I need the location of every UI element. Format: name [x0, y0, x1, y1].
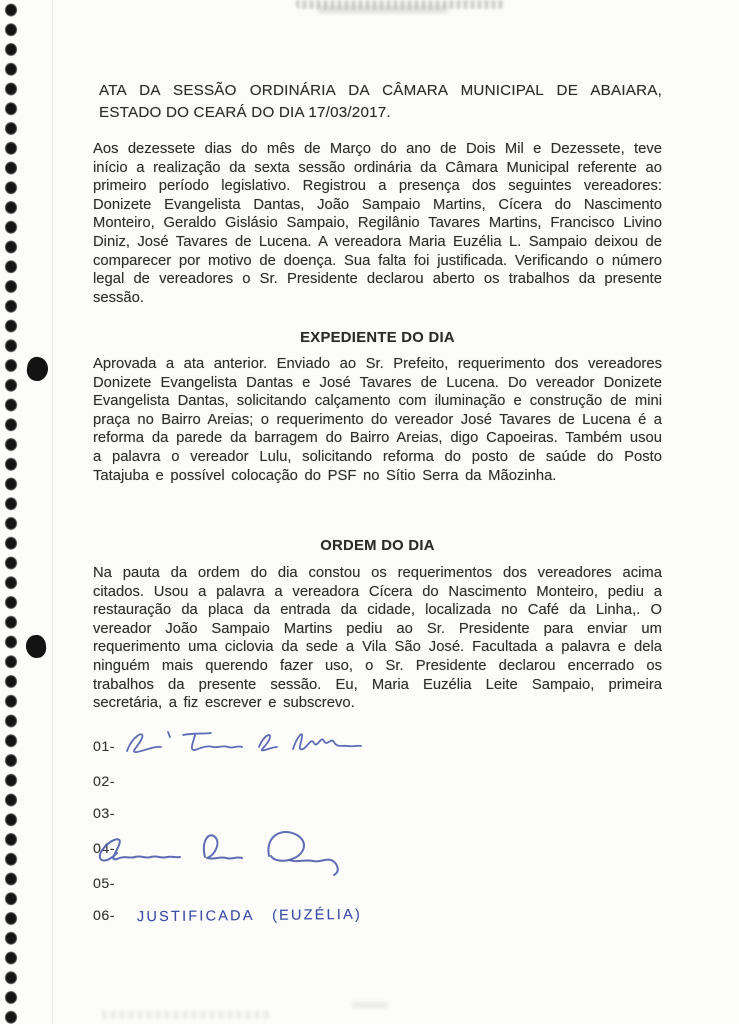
- signature-line-number: 06-: [93, 908, 116, 924]
- section-heading-expediente: EXPEDIENTE DO DIA: [300, 330, 455, 346]
- ink-blot-icon: [25, 356, 49, 383]
- ordem-paragraph: Na pauta da ordem do dia constou os requerimentos dos vereadores acima citados. Usou a palavra a vereadora Cícera do Nascimento Monteiro, pediu a restauração da placa da entrada da cidade, localizada no Café da Linha,. O vereador João Sampaio Martins pediu ao Sr. Presidente para enviar um requerimento uma ciclovia da sede a Vila São José. Facultada a palavra e dela ninguém mais querendo fazer uso, o Sr. Presidente declarou encerrado os trabalhos da presente sessão. Eu, Maria Euzélia Leite Sampaio, primeira secretária, a fiz escrever e subscrevo.: [93, 565, 662, 712]
- scan-smudge-bottom: [352, 1002, 388, 1008]
- signature-line-number: 01-: [93, 739, 116, 755]
- signature-line-number: 02-: [93, 774, 116, 790]
- ink-blot-icon: [25, 634, 47, 659]
- signature-line-01: [93, 739, 115, 755]
- scan-smudge-top: [296, 0, 504, 9]
- handwritten-signature-francisco-livino: [87, 823, 347, 881]
- signature-list: [93, 739, 662, 959]
- expediente-paragraph: Aprovada a ata anterior. Enviado ao Sr. Prefeito, requerimento dos vereadores Donizete Evangelista Dantas e José Tavares de Lucena. Do vereador Donizete Evangelista Dantas, solicitando calçamento com iluminação e construção de mini praça no Bairro Areias; o requerimento do vereador José Tavares de Lucena é a reforma da parede da barragem do Bairro Areias, digo Capoeiras. Também usou a palavra o vereador Lulu, solicitando reforma do posto de saúde do Posto Tatajuba e possível colocação do PSF no Sítio Serra da Mãozinha.: [93, 356, 662, 484]
- scan-smudge-bottom: [102, 1011, 270, 1019]
- signature-line-number: 03-: [93, 806, 116, 822]
- paper-edge-line: [52, 0, 53, 1024]
- scan-smudge-top: [318, 7, 448, 13]
- signature-line-02: [93, 774, 115, 790]
- signature-line-06: [93, 908, 362, 924]
- document-title-line-2: ESTADO DO CEARÁ DO DIA 17/03/2017.: [99, 103, 391, 121]
- spiral-binding-holes: [0, 1, 26, 1024]
- section-heading-ordem: ORDEM DO DIA: [320, 538, 435, 554]
- handwritten-justificada-note: JUSTIFICADA (EUZÉLIA): [136, 906, 363, 926]
- signature-line-03: [93, 806, 115, 822]
- opening-paragraph: Aos dezessete dias do mês de Março do ano de Dois Mil e Dezessete, teve início a realização da sexta sessão ordinária da Câmara Municipal referente ao primeiro período legislativo. Registrou a presença dos seguintes vereadores: Donizete Evangelista Dantas, João Sampaio Martins, Cícera do Nascimento Monteiro, Geraldo Gislásio Sampaio, Regilânio Tavares Martins, Francisco Livino Diniz, José Tavares de Lucena. A vereadora Maria Euzélia L. Sampaio deixou de comparecer por motivo de doença. Sua falta foi justificada. Verificando o número legal de vereadores o Sr. Presidente declarou aberto os trabalhos da presente sessão.: [93, 141, 662, 306]
- document-title: [99, 80, 662, 124]
- signature-line-number: 05-: [93, 876, 116, 892]
- handwritten-signature-jose-tavares: [121, 725, 371, 761]
- signature-line-number: 04-: [93, 841, 116, 857]
- document-title-line-1: ATA DA SESSÃO ORDINÁRIA DA CÂMARA MUNICIPAL DE ABAIARA,: [99, 82, 662, 99]
